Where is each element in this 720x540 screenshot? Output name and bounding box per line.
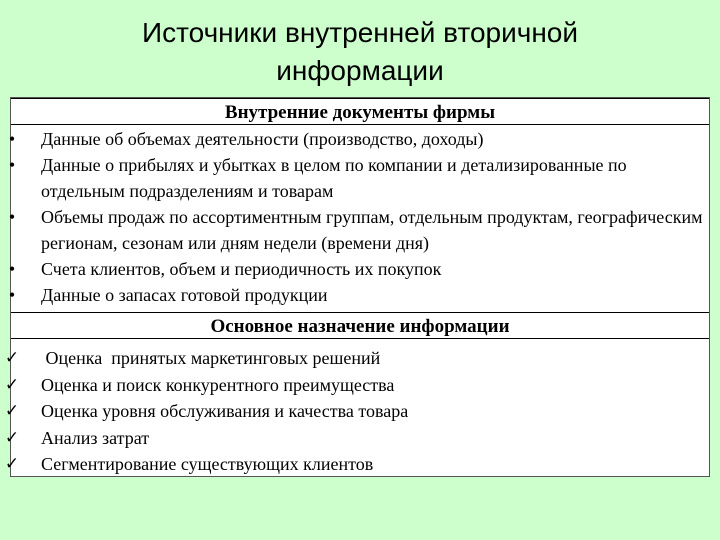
list-item: • Данные о запасах готовой продукции — [11, 282, 709, 308]
content-panel — [4, 97, 710, 477]
checkmark-icon: ✓ — [4, 348, 20, 368]
checkmark-icon: ✓ — [4, 401, 20, 421]
list-item: • Объемы продаж по ассортиментным группам, отдельным продуктам, географическим регионам, сезонам или дням недели (времени дня) — [11, 204, 709, 256]
purpose-list — [4, 345, 709, 478]
checkmark-icon: ✓ — [4, 427, 20, 448]
bullet-icon: • — [8, 285, 16, 305]
slide-title: Источники внутренней вторичной информации — [142, 17, 578, 86]
list-item: ✓ Анализ затрат — [11, 425, 709, 452]
bullet-icon: • — [8, 129, 16, 149]
documents-list — [8, 126, 709, 308]
list-item: ✓ Оценка и поиск конкурентного преимущества — [11, 372, 709, 399]
list-item: ✓ Сегментирование существующих клиентов — [11, 451, 709, 478]
list-item: • Данные о прибылях и убытках в целом по компании и детализированные по отдельным подразделениям и товарам — [11, 152, 709, 204]
checkmark-icon: ✓ — [4, 454, 20, 474]
checkmark-icon: ✓ — [4, 374, 20, 395]
bullet-icon: • — [8, 207, 16, 227]
list-item: • Данные об объемах деятельности (производство, доходы) — [11, 126, 709, 152]
section-header-purpose: Основное назначение информации — [11, 312, 709, 339]
list-item: ✓ Оценка принятых маркетинговых решений — [11, 345, 709, 372]
bullet-icon: • — [8, 155, 16, 175]
list-item: • Счета клиентов, объем и периодичность их покупок — [11, 256, 709, 282]
bullet-icon: • — [8, 259, 16, 279]
list-item: ✓ Оценка уровня обслуживания и качества товара — [11, 398, 709, 425]
section-header-documents: Внутренние документы фирмы — [11, 98, 709, 125]
